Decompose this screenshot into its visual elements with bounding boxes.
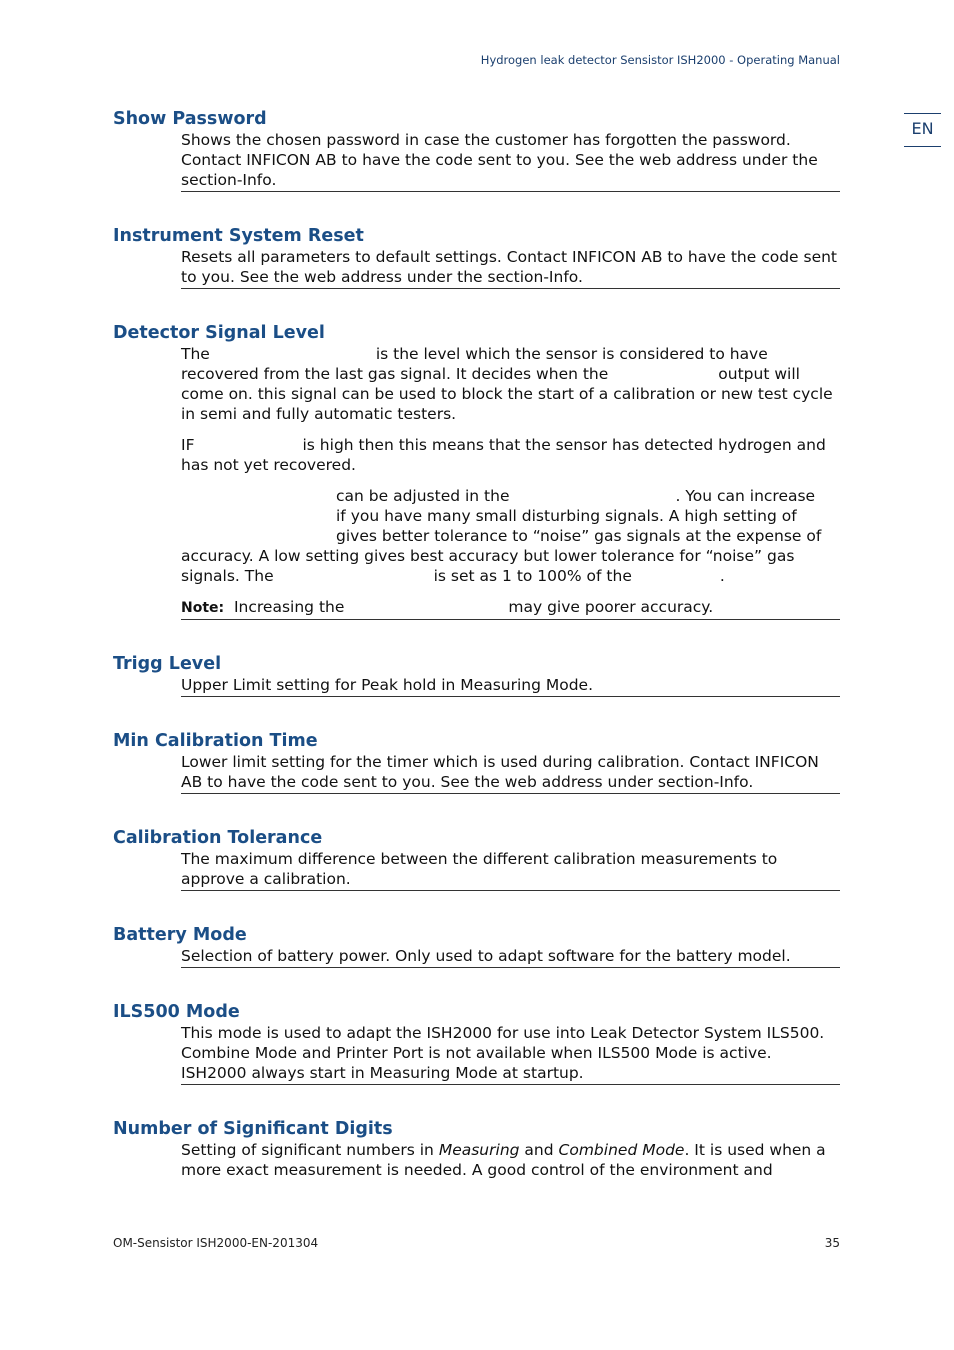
text-fragment: . <box>719 567 725 585</box>
section-heading: Number of Significant Digits <box>113 1119 393 1139</box>
note <box>181 597 840 618</box>
footer-document-id: OM-Sensistor ISH2000-EN-201304 <box>113 1236 319 1250</box>
section-trigg-level <box>113 653 840 697</box>
paragraph-3 <box>181 486 840 586</box>
section-body <box>181 1023 840 1085</box>
section-ils500-mode <box>113 1001 840 1085</box>
emphasis-combined-mode: Combined Mode <box>558 1141 685 1159</box>
text-fragment: Setting of significant numbers in <box>181 1141 434 1159</box>
text-fragment: and <box>524 1141 554 1159</box>
section-heading: ILS500 Mode <box>113 1002 240 1022</box>
section-heading: Instrument System Reset <box>113 226 364 246</box>
section-show-password <box>113 108 840 192</box>
running-header: Hydrogen leak detector Sensistor ISH2000 - Operating Manual <box>480 53 840 67</box>
section-body <box>181 344 840 620</box>
paragraph-1 <box>181 344 840 424</box>
text-fragment: . You can increase <box>675 487 816 505</box>
section-body <box>181 130 840 192</box>
text-fragment: Increasing the <box>233 598 345 616</box>
text-fragment: IF <box>181 436 195 454</box>
text-fragment: is set as 1 to 100% of the <box>433 567 632 585</box>
section-body <box>181 247 840 289</box>
body-text: The maximum difference between the different calibration measurements to approve a calibration. <box>181 850 778 888</box>
body-text: Selection of battery power. Only used to adapt software for the battery model. <box>181 947 791 965</box>
section-calibration-tolerance <box>113 827 840 891</box>
text-fragment: is the level which the sensor is considered to have recovered from the last gas signal. It decides when the <box>181 345 768 383</box>
section-system-reset <box>113 225 840 289</box>
section-body <box>181 946 840 968</box>
section-heading: Detector Signal Level <box>113 323 325 343</box>
section-heading: Calibration Tolerance <box>113 828 323 848</box>
section-detector-signal-level <box>113 322 840 620</box>
text-fragment: may give poorer accuracy. <box>508 598 714 616</box>
text-fragment: can be adjusted in the <box>336 487 510 505</box>
body-text: Lower limit setting for the timer which is used during calibration. Contact INFICON AB to have the code sent to you. See the web address under section-Info. <box>181 753 819 791</box>
body-text: This mode is used to adapt the ISH2000 for use into Leak Detector System ILS500. Combine Mode and Printer Port is not available when ILS500 Mode is active. ISH2000 always start in Measuring Mode at startup. <box>181 1024 825 1082</box>
section-significant-digits <box>113 1118 840 1181</box>
section-min-calibration-time <box>113 730 840 794</box>
section-body <box>181 1140 840 1181</box>
section-body <box>181 849 840 891</box>
section-body <box>181 752 840 794</box>
body-text: Shows the chosen password in case the customer has forgotten the password. Contact INFICON AB to have the code sent to you. See the web address under the section-Info. <box>181 131 818 189</box>
text-fragment: gives better tolerance to “noise” gas signals at the expense of accuracy. A low setting gives best accuracy but lower tolerance for “noise” gas signals. The <box>181 527 822 585</box>
paragraph-2 <box>181 435 840 475</box>
footer-page-number: 35 <box>824 1236 840 1250</box>
text-fragment: is high then this means that the sensor has detected hydrogen and has not yet recovered. <box>181 436 826 474</box>
body-text <box>181 1140 840 1180</box>
section-heading: Min Calibration Time <box>113 731 318 751</box>
section-heading: Trigg Level <box>113 654 222 674</box>
section-body <box>181 675 840 697</box>
emphasis-measuring: Measuring <box>438 1141 520 1159</box>
language-tab: EN <box>904 113 941 147</box>
section-heading: Battery Mode <box>113 925 247 945</box>
body-text: Resets all parameters to default settings. Contact INFICON AB to have the code sent to you. See the web address under the section-Info. <box>181 248 838 286</box>
text-fragment: The <box>181 345 210 363</box>
text-fragment: output will come on. this signal can be used to block the start of a calibration or new test cycle in semi and fully automatic testers. <box>181 365 833 423</box>
text-fragment: . It is used when a more exact measurement is needed. A good control of the environment and <box>181 1141 826 1179</box>
section-heading: Show Password <box>113 109 267 129</box>
section-battery-mode <box>113 924 840 968</box>
note-label: Note: <box>181 600 225 616</box>
text-fragment: if you have many small disturbing signals. A high setting of <box>336 507 797 525</box>
body-text: Upper Limit setting for Peak hold in Measuring Mode. <box>181 676 594 694</box>
